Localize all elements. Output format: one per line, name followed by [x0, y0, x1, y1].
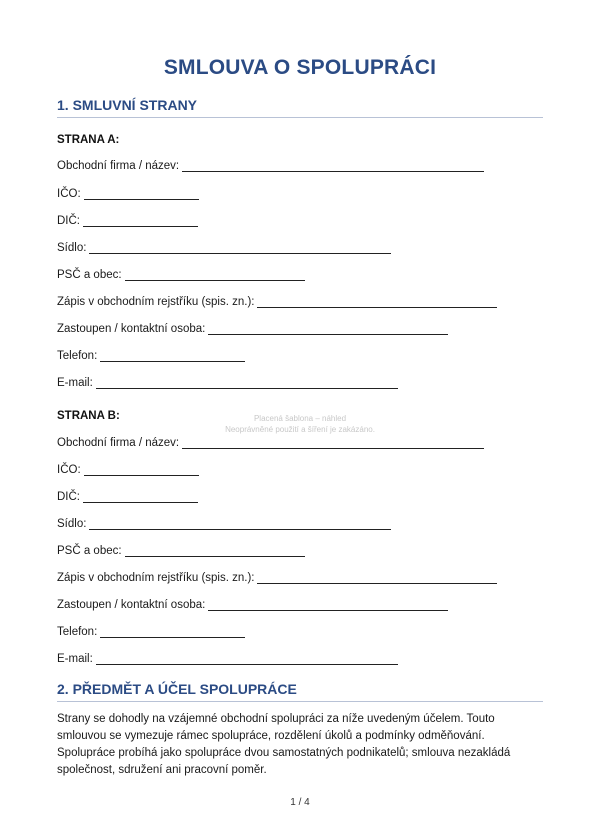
party-a-field-dic[interactable]: DIČ: — [57, 215, 198, 227]
party-b-field-name[interactable]: Obchodní firma / název: — [57, 437, 484, 449]
fill-line[interactable] — [182, 438, 484, 449]
party-a-field-ico[interactable]: IČO: — [57, 188, 199, 200]
fill-line[interactable] — [83, 492, 198, 503]
party-b-field-ico[interactable]: IČO: — [57, 464, 199, 476]
fill-line[interactable] — [84, 465, 199, 476]
fill-line[interactable] — [89, 243, 391, 254]
fill-line[interactable] — [182, 161, 484, 172]
section-1-heading: 1. SMLUVNÍ STRANY — [57, 97, 198, 113]
fill-line[interactable] — [89, 519, 391, 530]
party-b-heading: STRANA B: — [57, 410, 120, 422]
fill-line[interactable] — [84, 189, 199, 200]
fill-line[interactable] — [100, 627, 245, 638]
fill-line[interactable] — [100, 351, 245, 362]
party-b-field-phone[interactable]: Telefon: — [57, 626, 245, 638]
party-a-field-seat[interactable]: Sídlo: — [57, 242, 391, 254]
section-2-heading: 2. PŘEDMĚT A ÚČEL SPOLUPRÁCE — [57, 681, 297, 697]
watermark-text: Placená šablona – náhled Neoprávněné použití a šíření je zakázáno. — [225, 414, 375, 434]
page-number: 1 / 4 — [290, 797, 310, 808]
section-1-rule — [57, 117, 543, 118]
party-a-field-register[interactable]: Zápis v obchodním rejstříku (spis. zn.): — [57, 296, 497, 308]
fill-line[interactable] — [257, 573, 497, 584]
party-b-field-register[interactable]: Zápis v obchodním rejstříku (spis. zn.): — [57, 572, 497, 584]
section-2-paragraph: Strany se dohodly na vzájemné obchodní spolupráci za níže uvedeným účelem. Touto smlouvou se vymezuje rámec spolupráce, rozdělení úkolů a podmínky odměňování. Spolupráce probíhá jako spolupráce dvou samostatných podnikatelů; smlouva nezakládá společnost, sdružení ani pracovní poměr. — [57, 713, 511, 776]
fill-line[interactable] — [208, 324, 448, 335]
fill-line[interactable] — [257, 297, 497, 308]
fill-line[interactable] — [96, 654, 398, 665]
section-2-rule — [57, 701, 543, 702]
party-b-field-contact[interactable]: Zastoupen / kontaktní osoba: — [57, 599, 448, 611]
fill-line[interactable] — [83, 216, 198, 227]
party-a-field-phone[interactable]: Telefon: — [57, 350, 245, 362]
fill-line[interactable] — [208, 600, 448, 611]
party-a-field-zip[interactable]: PSČ a obec: — [57, 269, 305, 281]
fill-line[interactable] — [96, 378, 398, 389]
party-a-heading: STRANA A: — [57, 134, 120, 146]
party-a-field-email[interactable]: E-mail: — [57, 377, 398, 389]
fill-line[interactable] — [125, 546, 305, 557]
party-b-field-email[interactable]: E-mail: — [57, 653, 398, 665]
fill-line[interactable] — [125, 270, 305, 281]
party-a-field-name[interactable]: Obchodní firma / název: — [57, 160, 484, 172]
party-a-field-contact[interactable]: Zastoupen / kontaktní osoba: — [57, 323, 448, 335]
party-b-field-seat[interactable]: Sídlo: — [57, 518, 391, 530]
document-title: SMLOUVA O SPOLUPRÁCI — [163, 56, 437, 79]
party-b-field-dic[interactable]: DIČ: — [57, 491, 198, 503]
party-b-field-zip[interactable]: PSČ a obec: — [57, 545, 305, 557]
